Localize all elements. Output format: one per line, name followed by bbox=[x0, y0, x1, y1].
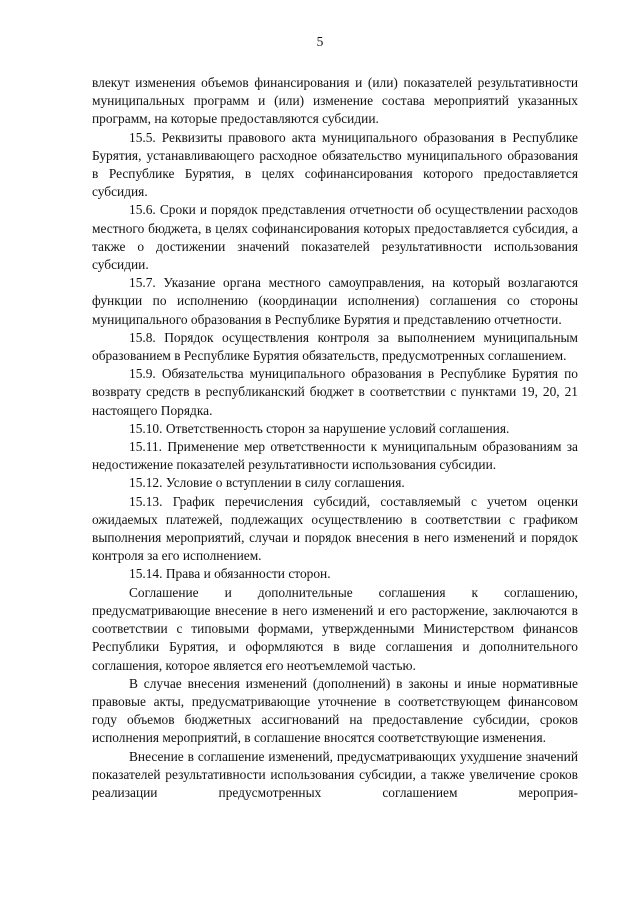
paragraph-15-5: 15.5. Реквизиты правового акта муниципального образования в Республике Бурятия, устанавливающего расходное обязательство муниципального образования в Республике Бурятия, в целях софинансирования которого предоставляется субсидия. bbox=[92, 129, 578, 200]
paragraph-15-13: 15.13. График перечисления субсидий, составляемый с учетом оценки ожидаемых платежей, подлежащих осуществлению в соответствии с графиком выполнения мероприятий, случаи и порядок внесения в него изменений и порядок контроля за его исполнением. bbox=[92, 493, 578, 564]
paragraph-15-14: 15.14. Права и обязанности сторон. bbox=[129, 566, 331, 582]
paragraph-15-7: 15.7. Указание органа местного самоуправления, на который возлагаются функции по исполнению (координации исполнения) соглашения со стороны муниципального образования в Республике Бурятия и представлению отчетности. bbox=[92, 275, 578, 327]
page-number: 5 bbox=[316, 34, 324, 49]
paragraph-15-10: 15.10. Ответственность сторон за нарушение условий соглашения. bbox=[129, 420, 510, 436]
paragraph-15-11: 15.11. Применение мер ответственности к муниципальным образованиям за недостижение показателей результативности использования субсидии. bbox=[92, 439, 578, 473]
paragraph-15-8: 15.8. Порядок осуществления контроля за выполнением муниципальным образованием в Республике Бурятия обязательств, предусмотренных соглашением. bbox=[92, 329, 578, 364]
paragraph-worsening-indicators: Внесение в соглашение изменений, предусматривающих ухудшение значений показателей результативности использования субсидии, а также увеличение сроков реализации предусмотренных соглашением мероприя- bbox=[92, 748, 578, 800]
paragraph-law-changes: В случае внесения изменений (дополнений) в законы и иные нормативные правовые акты, предусматривающие уточнение в соответствующем финансовом году объемов бюджетных ассигнований на предоставление субсидии, сроков исполнения мероприятий, в соглашение вносятся соответствующие изменения. bbox=[92, 675, 578, 746]
paragraph-15-9: 15.9. Обязательства муниципального образования в Республике Бурятия по возврату средств в республиканский бюджет в соответствии с пунктами 19, 20, 21 настоящего Порядка. bbox=[92, 366, 578, 418]
paragraph-agreement-forms: Соглашение и дополнительные соглашения к соглашению, предусматривающие внесение в него изменений и его расторжение, заключаются в соответствии с типовыми формами, утвержденными Министерством финансов Республики Бурятия, и оформляются в виде соглашения и дополнительного соглашения, которое является его неотъемлемой частью. bbox=[92, 584, 578, 673]
document-body bbox=[92, 74, 578, 802]
paragraph-continuation: влекут изменения объемов финансирования и (или) показателей результативности муниципальных программ и (или) изменение состава мероприятий указанных программ, на которые предоставляются субсидии. bbox=[92, 75, 578, 127]
paragraph-15-12: 15.12. Условие о вступлении в силу соглашения. bbox=[129, 475, 405, 491]
paragraph-15-6: 15.6. Сроки и порядок представления отчетности об осуществлении расходов местного бюджета, в целях софинансирования которых предоставляется субсидия, а также о достижении значений показателей результативности использования субсидии. bbox=[92, 202, 578, 273]
